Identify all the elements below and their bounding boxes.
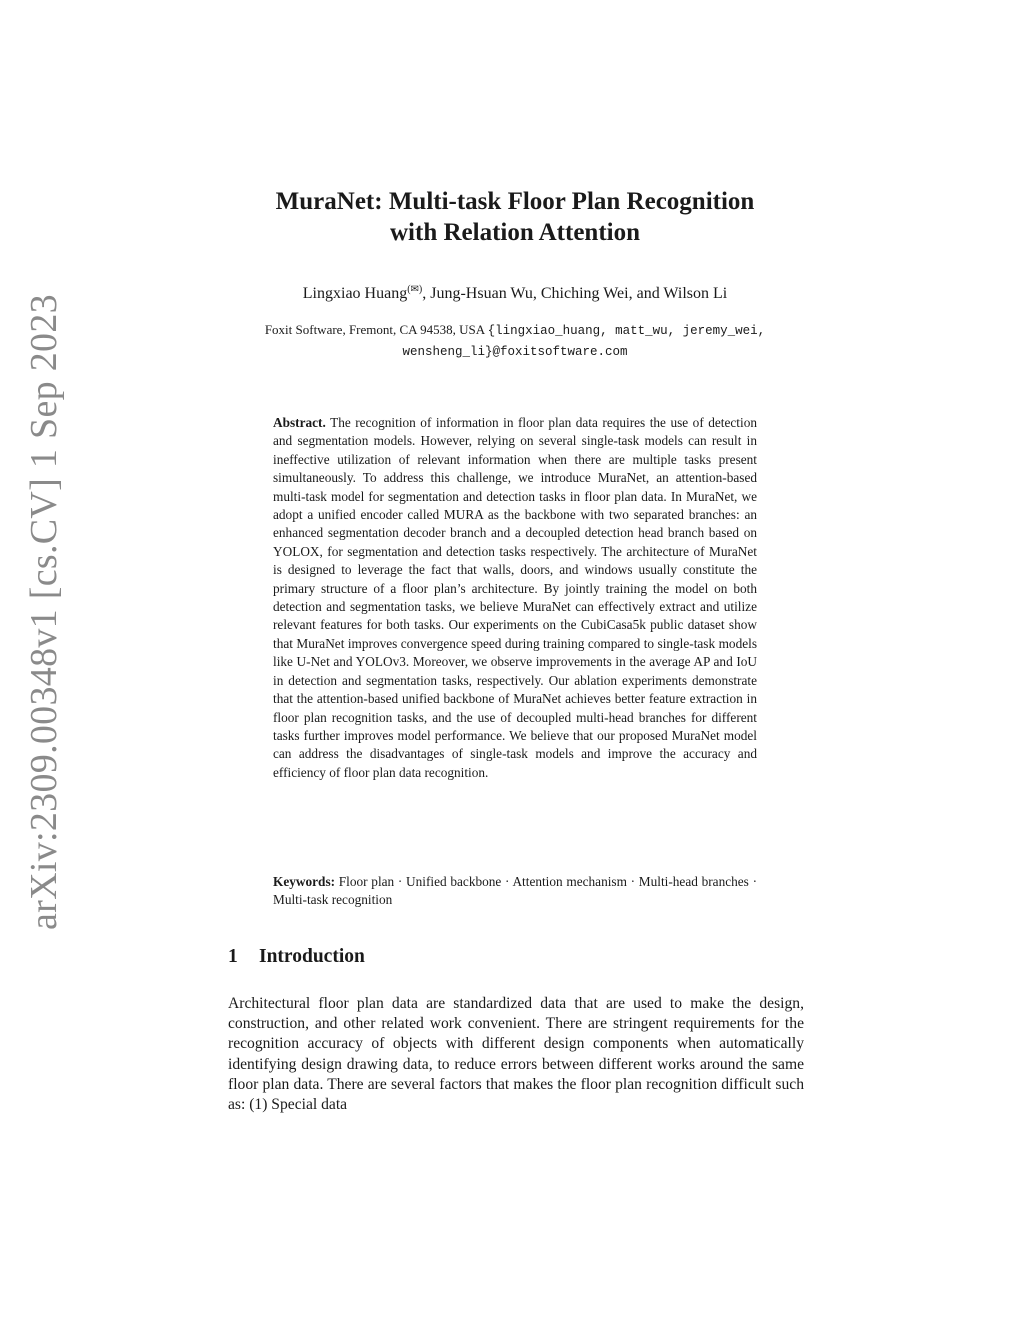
first-author: Lingxiao Huang <box>302 285 408 302</box>
other-authors: , Jung-Hsuan Wu, Chiching Wei, and Wilson Li <box>422 285 728 302</box>
paper-title <box>200 186 830 248</box>
keywords <box>273 873 757 910</box>
arxiv-identifier: arXiv:2309.00348v1 [cs.CV] 1 Sep 2023 <box>23 294 65 930</box>
keywords-heading: Keywords: <box>273 874 336 889</box>
section-heading <box>228 946 365 968</box>
author-list <box>200 284 830 303</box>
email-list-line-2: wensheng_li}@foxitsoftware.com <box>402 345 628 359</box>
introduction-paragraph: Architectural floor plan data are standardized data that are used to make the design, construction, and other related work convenient. There are stringent requirements for the recognition accuracy of objects with different design components when automatically identifying design drawing data, to reduce errors between different works around the same floor plan data. There are several factors that makes the floor plan recognition difficult such as: (1) Special data <box>228 995 804 1114</box>
affiliation <box>210 320 820 362</box>
abstract-heading: Abstract. <box>273 415 326 430</box>
title-line-1: MuraNet: Multi-task Floor Plan Recognition <box>275 188 755 215</box>
abstract <box>273 414 757 782</box>
abstract-body: The recognition of information in floor plan data requires the use of detection and segmentation models. However, relying on several single-task models can result in ineffective utilization of relevant information when there are multiple tasks present simultaneously. To address this challenge, we introduce MuraNet, an attention-based multi-task model for segmentation and detection tasks in floor plan data. In MuraNet, we adopt a unified encoder called MURA as the backbone with two separated branches: an enhanced segmentation decoder branch and a decoupled detection head branch based on YOLOX, for segmentation and detection tasks respectively. The architecture of MuraNet is designed to leverage the fact that walls, doors, and windows usually constitute the primary structure of a floor plan’s architecture. By jointly training the model on both detection and segmentation tasks, we believe MuraNet can effectively extract and utilize relevant features for both tasks. Our experiments on the CubiCasa5k public dataset show that MuraNet improves convergence speed during training compared to single-task models like U-Net and YOLOv3. Moreover, we observe improvements in the average AP and IoU in detection and segmentation tasks, respectively. Our ablation experiments demonstrate that the attention-based unified backbone of MuraNet achieves better feature extraction in floor plan recognition tasks, and the use of decoupled multi-head branches for different tasks further improves model performance. We believe that our proposed MuraNet model can address the disadvantages of single-task models and improve the accuracy and efficiency of floor plan data recognition. <box>273 415 757 780</box>
email-list-line-1: {lingxiao_huang, matt_wu, jeremy_wei, <box>487 324 766 338</box>
corresponding-author-mark: (✉) <box>407 284 423 295</box>
keywords-body: Floor plan · Unified backbone · Attention mechanism · Multi-head branches · Multi-task recognition <box>273 874 757 908</box>
section-title: Introduction <box>259 946 365 967</box>
affiliation-text: Foxit Software, Fremont, CA 94538, USA <box>264 322 488 337</box>
title-line-2: with Relation Attention <box>390 219 640 246</box>
section-number: 1 <box>228 946 238 967</box>
